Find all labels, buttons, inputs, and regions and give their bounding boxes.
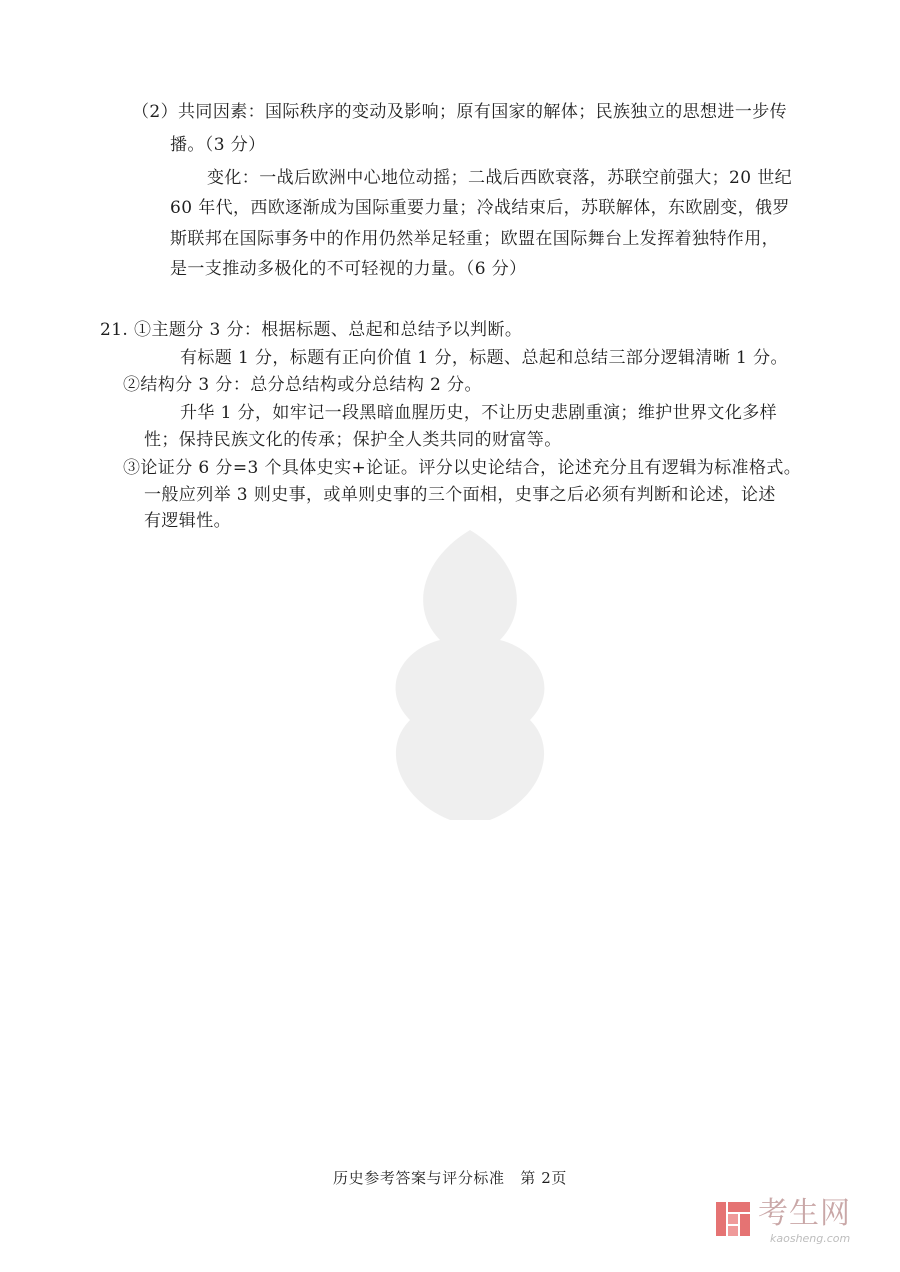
q21-line-6: ③论证分 6 分=3 个具体史实+论证。评分以史论结合，论述充分且有逻辑为标准格式。 <box>123 458 802 478</box>
q21-line-7: 一般应列举 3 则史事，或单则史事的三个面相，史事之后必须有判断和论述，论述 <box>144 485 776 505</box>
logo-url: kaosheng.com <box>770 1232 851 1245</box>
q21-line-8: 有逻辑性。 <box>144 511 231 531</box>
kaosheng-logo-icon <box>714 1200 752 1238</box>
q20-part2-line-4: 60 年代，西欧逐渐成为国际重要力量；冷战结束后，苏联解体，东欧剧变，俄罗 <box>170 198 790 218</box>
page-footer: 历史参考答案与评分标准 第 2页 <box>333 1169 567 1187</box>
q21-line-1: 21. ①主题分 3 分：根据标题、总起和总结予以判断。 <box>100 320 523 340</box>
q20-part2-line-2: 播。（3 分） <box>170 135 266 155</box>
q20-part2-line-5: 斯联邦在国际事务中的作用仍然举足轻重；欧盟在国际舞台上发挥着独特作用， <box>170 229 779 249</box>
q20-part2-line-6: 是一支推动多极化的不可轻视的力量。（6 分） <box>170 259 527 279</box>
q20-part2-line-3: 变化：一战后欧洲中心地位动摇；二战后西欧衰落，苏联空前强大；20 世纪 <box>207 168 793 188</box>
q21-line-4: 升华 1 分，如牢记一段黑暗血腥历史，不让历史悲剧重演；维护世界文化多样 <box>180 403 778 423</box>
logo-name: 考生网 <box>758 1196 851 1231</box>
q21-line-5: 性；保持民族文化的传承；保护全人类共同的财富等。 <box>144 430 562 450</box>
q21-line-2: 有标题 1 分，标题有正向价值 1 分，标题、总起和总结三部分逻辑清晰 1 分。 <box>180 348 788 368</box>
watermark-emblem <box>300 520 640 850</box>
q21-line-3: ②结构分 3 分：总分总结构或分总结构 2 分。 <box>123 375 482 395</box>
q20-part2-line-1: （2）共同因素：国际秩序的变动及影响；原有国家的解体；民族独立的思想进一步传 <box>132 102 788 122</box>
site-logo[interactable] <box>714 1194 884 1254</box>
